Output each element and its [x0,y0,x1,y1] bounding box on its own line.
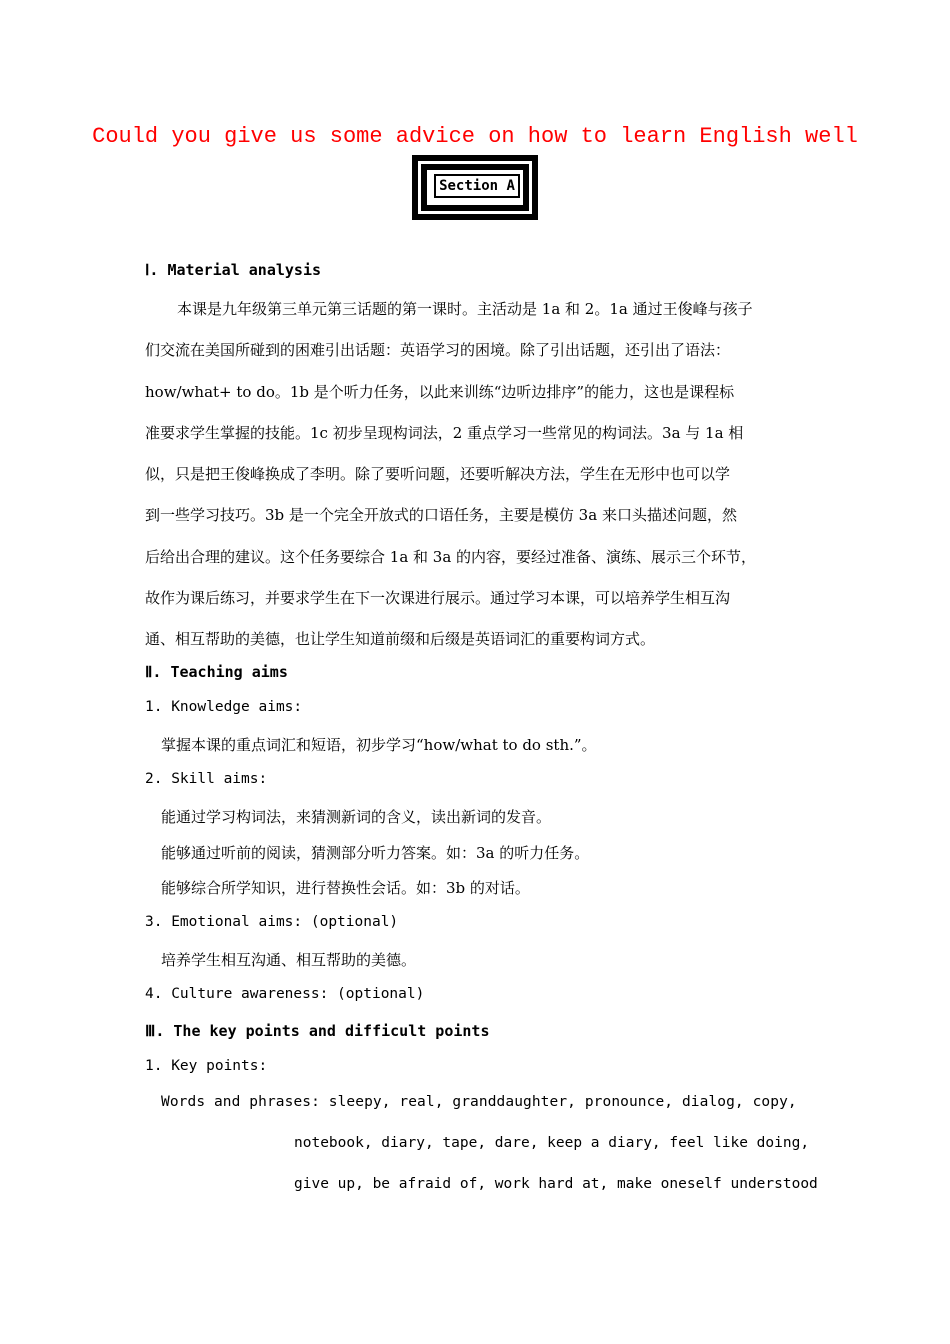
key-words-line: notebook, diary, tape, dare, keep a diary, feel like doing, [294,1135,810,1151]
para-line: 本课是九年级第三单元第三话题的第一课时。主活动是 1a 和 2。1a 通过王俊峰与孩子 [177,300,753,318]
key-words-line: give up, be afraid of, work hard at, make oneself understood [294,1176,818,1192]
culture-awareness-label: 4. Culture awareness: (optional) [145,986,425,1002]
key-points-label: 1. Key points: [145,1058,268,1074]
para-line: 故作为课后练习，并要求学生在下一次课进行展示。通过学习本课，可以培养学生相互沟 [145,589,731,608]
material-analysis-paragraph [145,289,810,661]
page-title: Could you give us some advice on how to learn English well [92,124,858,149]
para-line: 准要求学生掌握的技能。1c 初步呈现构词法，2 重点学习一些常见的构词法。3a 与 1a 相 [145,423,744,442]
para-line: 们交流在美国所碰到的困难引出话题：英语学习的困境。除了引出话题，还引出了语法： [145,341,731,360]
material-analysis-heading: Ⅰ. Material analysis [145,261,322,279]
para-line: 通、相互帮助的美德，也让学生知道前缀和后缀是英语词汇的重要构词方式。 [145,630,656,649]
section-label: Section A [434,174,520,198]
skill-aims-label: 2. Skill aims: [145,771,268,787]
para-line: 似，只是把王俊峰换成了李明。除了要听问题，还要听解决方法，学生在无形中也可以学 [145,465,731,484]
skill-aim-item: 能通过学习构词法，来猜测新词的含义，读出新词的发音。 [161,808,552,826]
skill-aim-item: 能够通过听前的阅读，猜测部分听力答案。如：3a 的听力任务。 [161,844,590,862]
key-words-line: Words and phrases: sleepy, real, granddaughter, pronounce, dialog, copy, [161,1094,797,1110]
key-points-heading: Ⅲ. The key points and difficult points [145,1022,490,1040]
para-line: 到一些学习技巧。3b 是一个完全开放式的口语任务，主要是模仿 3a 来口头描述问题，然 [145,506,737,525]
skill-aim-item: 能够综合所学知识，进行替换性会话。如：3b 的对话。 [161,879,530,897]
knowledge-aims-label: 1. Knowledge aims: [145,699,303,715]
emotional-aims-text: 培养学生相互沟通、相互帮助的美德。 [161,951,417,969]
emotional-aims-label: 3. Emotional aims: (optional) [145,914,399,930]
teaching-aims-heading: Ⅱ. Teaching aims [145,663,288,681]
para-line: how/what+ to do。1b 是个听力任务，以此来训练“边听边排序”的能力，这也是课程标 [145,382,735,401]
para-line: 后给出合理的建议。这个任务要综合 1a 和 3a 的内容，要经过准备、演练、展示三个环节， [145,547,757,566]
knowledge-aims-text: 掌握本课的重点词汇和短语，初步学习“how/what to do sth.”。 [161,736,597,754]
